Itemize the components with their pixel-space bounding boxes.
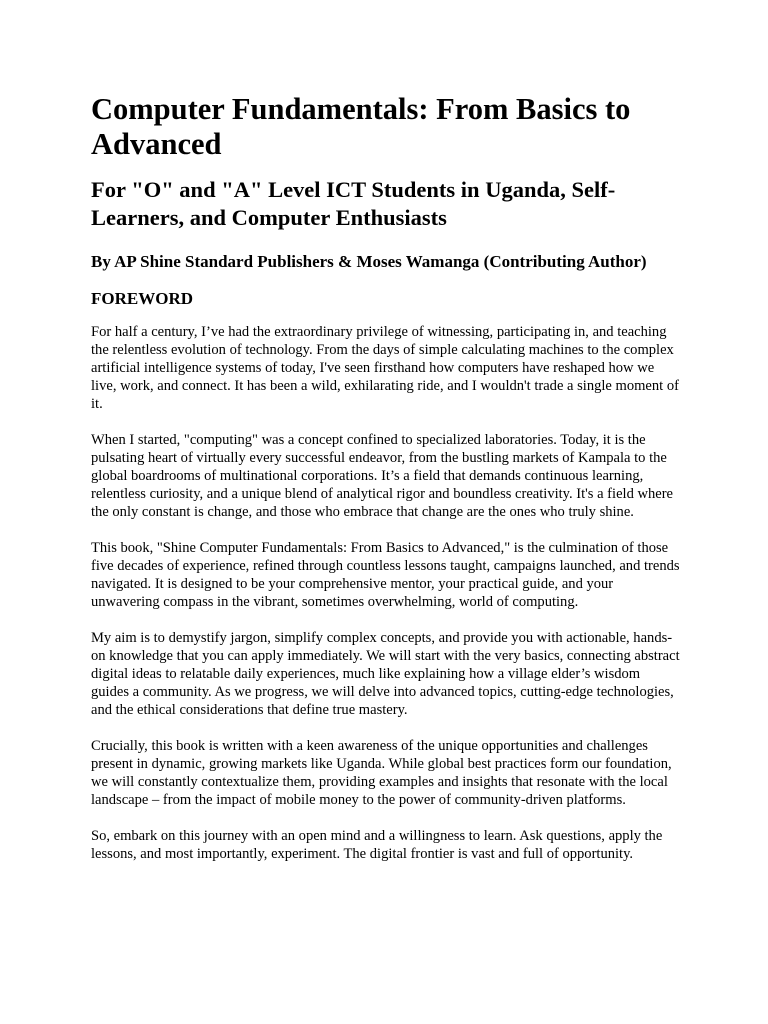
foreword-paragraph-3: This book, "Shine Computer Fundamentals: From Basics to Advanced," is the culmination of those five decades of experience, refined through countless lessons taught, campaigns launched, and trends navigated. It is designed to be your comprehensive mentor, your practical guide, and your unwavering compass in the vibrant, sometimes overwhelming, world of computing. <box>91 540 680 610</box>
document-page <box>91 92 681 881</box>
foreword-paragraph-1: For half a century, I’ve had the extraordinary privilege of witnessing, participating in, and teaching the relentless evolution of technology. From the days of simple calculating machines to the complex artificial intelligence systems of today, I've seen firsthand how computers have reshaped how we live, work, and connect. It has been a wild, exhilarating ride, and I wouldn't trade a single moment of it. <box>91 324 679 412</box>
document-title: Computer Fundamentals: From Basics to Advanced <box>91 92 631 161</box>
section-heading-foreword: FOREWORD <box>91 289 193 308</box>
foreword-paragraph-2: When I started, "computing" was a concept confined to specialized laboratories. Today, it is the pulsating heart of virtually every successful endeavor, from the bustling markets of Kampala to the global boardrooms of multinational corporations. It’s a field that demands continuous learning, relentless curiosity, and a unique blend of analytical rigor and boundless creativity. It's a field where the only constant is change, and those who embrace that change are the ones who truly shine. <box>91 432 674 520</box>
foreword-paragraph-5: Crucially, this book is written with a keen awareness of the unique opportunities and challenges present in dynamic, growing markets like Uganda. While global best practices form our foundation, we will constantly contextualize them, providing examples and insights that resonate with the local landscape – from the impact of mobile money to the power of community-driven platforms. <box>91 738 672 808</box>
document-subtitle: For "O" and "A" Level ICT Students in Uganda, Self-Learners, and Computer Enthusiasts <box>91 177 616 230</box>
foreword-paragraph-4: My aim is to demystify jargon, simplify complex concepts, and provide you with actionable, hands-on knowledge that you can apply immediately. We will start with the very basics, connecting abstract digital ideas to relatable daily experiences, much like explaining how a village elder’s wisdom guides a community. As we progress, we will delve into advanced topics, cutting-edge technologies, and the ethical considerations that define true mastery. <box>91 630 680 718</box>
document-byline: By AP Shine Standard Publishers & Moses Wamanga (Contributing Author) <box>91 252 647 271</box>
foreword-paragraph-6: So, embark on this journey with an open mind and a willingness to learn. Ask questions, apply the lessons, and most importantly, experiment. The digital frontier is vast and full of opportunity. <box>91 828 663 862</box>
